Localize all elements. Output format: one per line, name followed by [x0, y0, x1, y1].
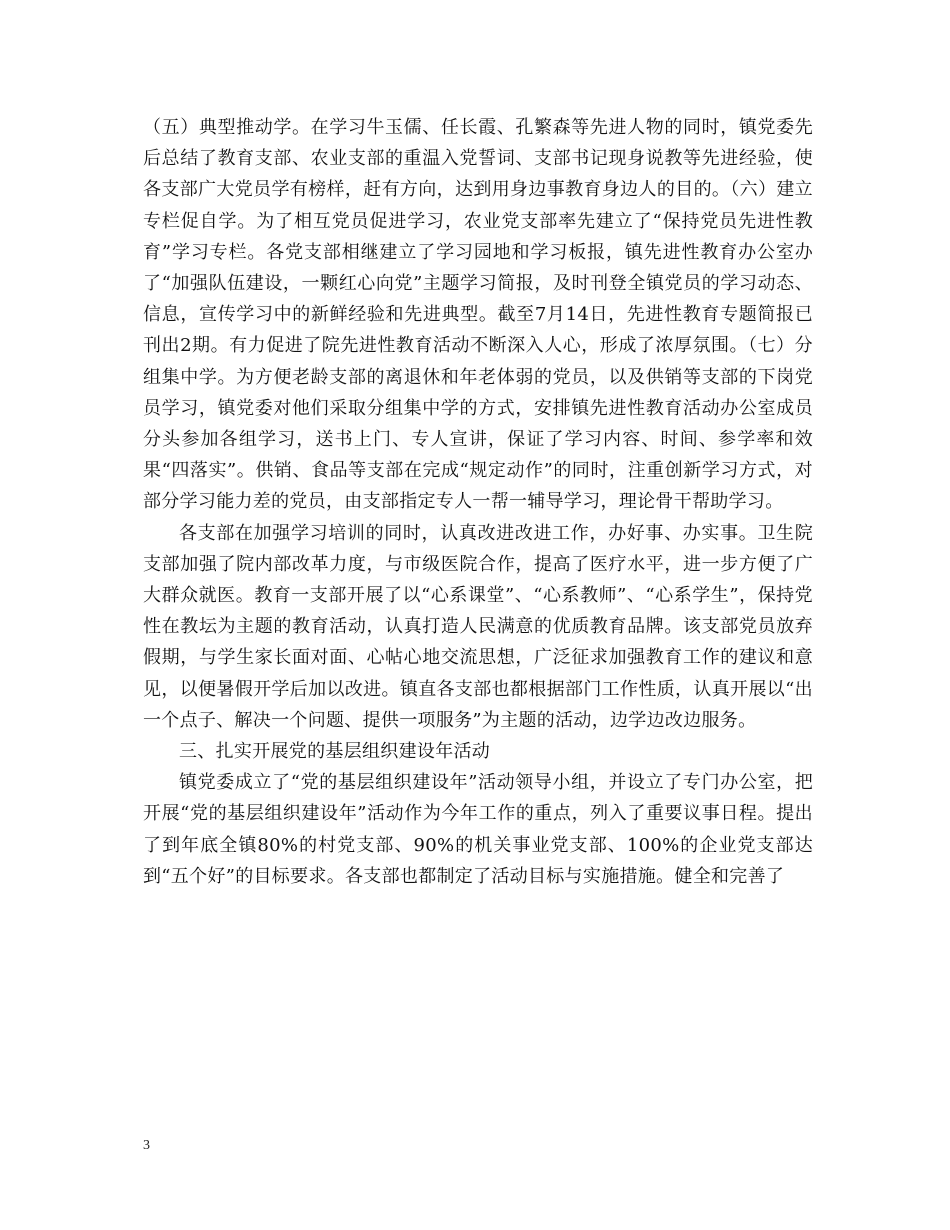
section-heading: 三、扎实开展党的基层组织建设年活动: [179, 741, 491, 763]
paragraph-branch-work: 各支部在加强学习培训的同时，认真改进改进工作，办好事、办实事。卫生院支部加强了院内部改革力度，与市级医院合作，提高了医疗水平，进一步方便了广大群众就医。教育一支部开展了以“心系课堂”、“心系教师”、“心系学生”，保持党性在教坛为主题的教育活动，认真打造人民满意的优质教育品牌。该支部党员放弃假期，与学生家长面对面、心帖心地交流思想，广泛征求加强教育工作的建议和意见，以便暑假开学后加以改进。镇直各支部也都根据部门工作性质，认真开展以“出一个点子、解决一个问题、提供一项服务”为主题的活动，边学边改边服务。: [143, 522, 813, 731]
page-number: 3: [143, 1138, 150, 1153]
document-page: [143, 112, 813, 892]
paragraph-typical-examples: （五）典型推动学。在学习牛玉儒、任长霞、孔繁森等先进人物的同时，镇党委先后总结了教育支部、农业支部的重温入党誓词、支部书记现身说教等先进经验，使各支部广大党员学有榜样，赶有方向，达到用身边事教育身边人的目的。（六）建立专栏促自学。为了相互党员促进学习，农业党支部率先建立了“保持党员先进性教育”学习专栏。各党支部相继建立了学习园地和学习板报，镇先进性教育办公室办了“加强队伍建设，一颗红心向党”主题学习简报，及时刊登全镇党员的学习动态、信息，宣传学习中的新鲜经验和先进典型。截至7月14日，先进性教育专题简报已刊出2期。有力促进了院先进性教育活动不断深入人心，形成了浓厚氛围。（七）分组集中学。为方便老龄支部的离退休和年老体弱的党员，以及供销等支部的下岗党员学习，镇党委对他们采取分组集中学的方式，安排镇先进性教育活动办公室成员分头参加各组学习，送书上门、专人宣讲，保证了学习内容、时间、参学率和效果“四落实”。供销、食品等支部在完成“规定动作”的同时，注重创新学习方式，对部分学习能力差的党员，由支部指定专人一帮一辅导学习，理论骨干帮助学习。: [143, 117, 813, 513]
paragraph-organization-year: 镇党委成立了“党的基层组织建设年”活动领导小组，并设立了专门办公室，把开展“党的基层组织建设年”活动作为今年工作的重点，列入了重要议事日程。提出了到年底全镇80%的村党支部、90%的机关事业党支部、100%的企业党支部达到“五个好”的目标要求。各支部也都制定了活动目标与实施措施。健全和完善了: [143, 772, 813, 887]
